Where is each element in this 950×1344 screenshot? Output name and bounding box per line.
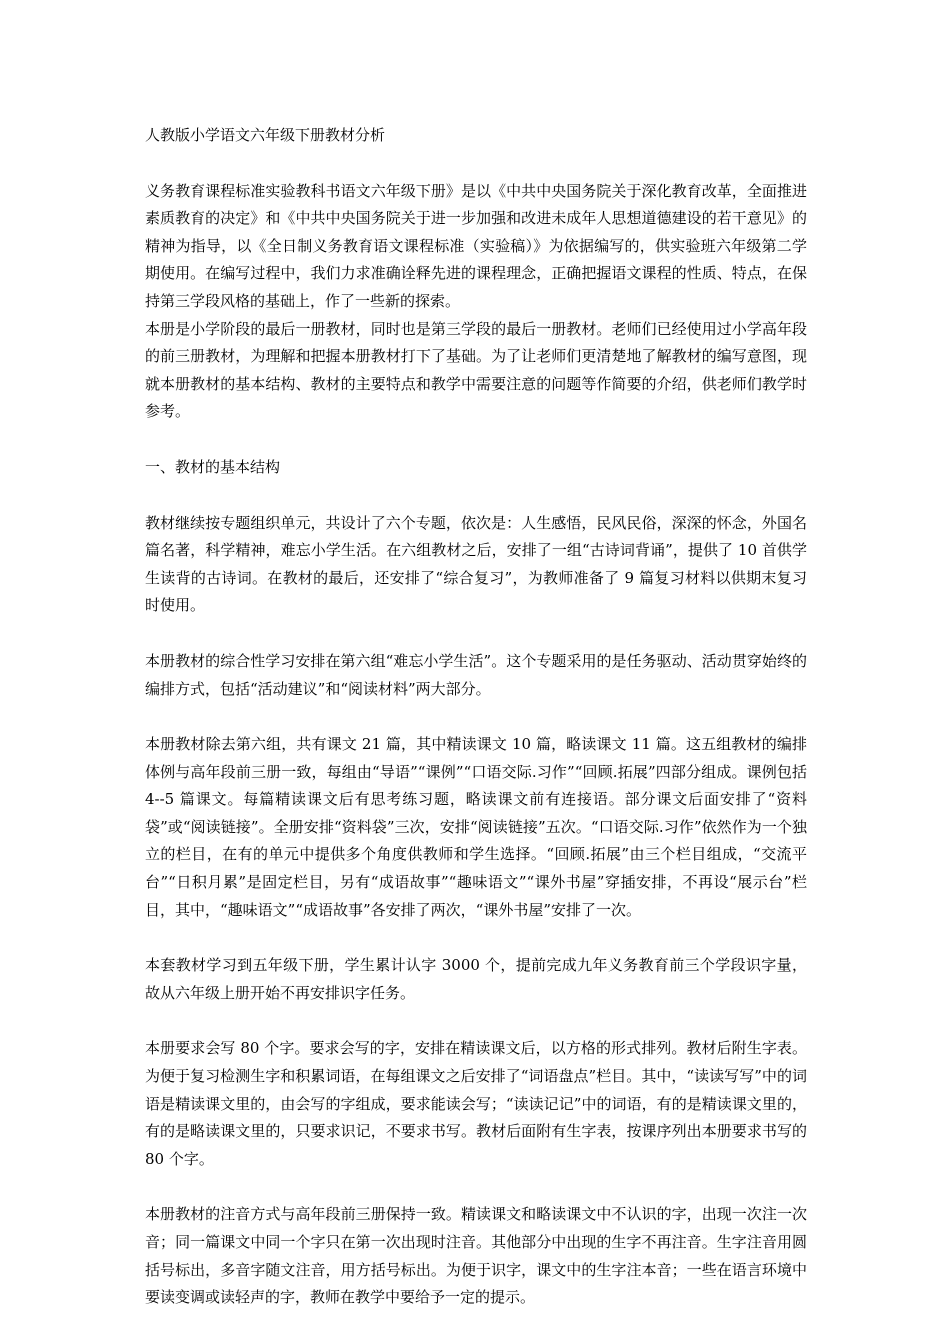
body-paragraph: 本册教材的注音方式与高年段前三册保持一致。精读课文和略读课文中不认识的字，出现一次注一次音；同一篇课文中同一个字只在第一次出现时注音。其他部分中出现的生字不再注音。生字注音用圆括号标出，多音字随文注音，用方括号标出。为便于识字，课文中的生字注本音；一些在语言环境中要读变调或读轻声的字，教师在教学中要给予一定的提示。	[145, 1205, 807, 1307]
section-heading: 一、教材的基本结构	[145, 457, 281, 476]
document-page	[145, 122, 807, 1312]
intro-paragraph-1: 义务教育课程标准实验教科书语文六年级下册》是以《中共中央国务院关于深化教育改革，全面推进素质教育的决定》和《中共中央国务院关于进一步加强和改进未成年人思想道德建设的若干意见》的精神为指导，以《全日制义务教育语文课程标准（实验稿）》为依据编写的，供实验班六年级第二学期使用。在编写过程中，我们力求准确诠释先进的课程理念，正确把握语文课程的性质、特点，在保持第三学段风格的基础上，作了一些新的探索。	[145, 181, 807, 310]
body-paragraph: 教材继续按专题组织单元，共设计了六个专题，依次是：人生感悟，民风民俗，深深的怀念，外国名篇名著，科学精神，难忘小学生活。在六组教材之后，安排了一组“古诗词背诵”，提供了 10 首供学生读背的古诗词。在教材的最后，还安排了“综合复习”，为教师准备了 9 篇复习材料以供期末复习时使用。	[145, 513, 807, 615]
paragraph-gap	[145, 1007, 807, 1035]
paragraph-gap	[145, 620, 807, 648]
body-paragraph: 本册要求会写 80 个字。要求会写的字，安排在精读课文后，以方格的形式排列。教材后附生字表。为便于复习检测生字和积累词语，在每组课文之后安排了“词语盘点”栏目。其中，“读读写写”中的词语是精读课文里的，由会写的字组成，要求能读会写；“读读记记”中的词语，有的是精读课文里的，有的是略读课文里的，只要求识记，不要求书写。教材后面附有生字表，按课序列出本册要求书写的 80 个字。	[145, 1039, 807, 1168]
body-paragraph: 本套教材学习到五年级下册，学生累计认字 3000 个，提前完成九年义务教育前三个学段识字量，故从六年级上册开始不再安排识字任务。	[145, 956, 807, 1002]
intro-paragraph-2: 本册是小学阶段的最后一册教材，同时也是第三学段的最后一册教材。老师们已经使用过小学高年段的前三册教材，为理解和把握本册教材打下了基础。为了让老师们更清楚地了解教材的编写意图，现就本册教材的基本结构、教材的主要特点和教学中需要注意的问题等作简要的介绍，供老师们教学时参考。	[145, 319, 807, 421]
paragraph-gap	[145, 482, 807, 510]
paragraph-gap	[145, 924, 807, 952]
document-title: 人教版小学语文六年级下册教材分析	[145, 126, 386, 144]
body-paragraph: 本册教材的综合性学习安排在第六组“难忘小学生活”。这个专题采用的是任务驱动、活动贯穿始终的编排方式，包括“活动建议”和“阅读材料”两大部分。	[145, 651, 807, 698]
paragraph-gap	[145, 150, 807, 178]
body-paragraph: 本册教材除去第六组，共有课文 21 篇，其中精读课文 10 篇，略读课文 11 篇。这五组教材的编排体例与高年段前三册一致，每组由“导语”“课例”“口语交际.习作”“回顾.拓展”四部分组成。课例包括 4--5 篇课文。每篇精读课文后有思考练习题，略读课文前有连接语。部分课文后面安排了“资料袋”或“阅读链接”。全册安排“资料袋”三次，安排“阅读链接”五次。“口语交际.习作”依然作为一个独立的栏目，在有的单元中提供多个角度供教师和学生选择。“回顾.拓展”由三个栏目组成，“交流平台”“日积月累”是固定栏目，另有“成语故事”“趣味语文”“课外书屋”穿插安排，不再设“展示台”栏目，其中，“趣味语文”“成语故事”各安排了两次，“课外书屋”安排了一次。	[145, 735, 807, 919]
paragraph-gap	[145, 426, 807, 454]
paragraph-gap	[145, 703, 807, 731]
paragraph-gap	[145, 1173, 807, 1201]
